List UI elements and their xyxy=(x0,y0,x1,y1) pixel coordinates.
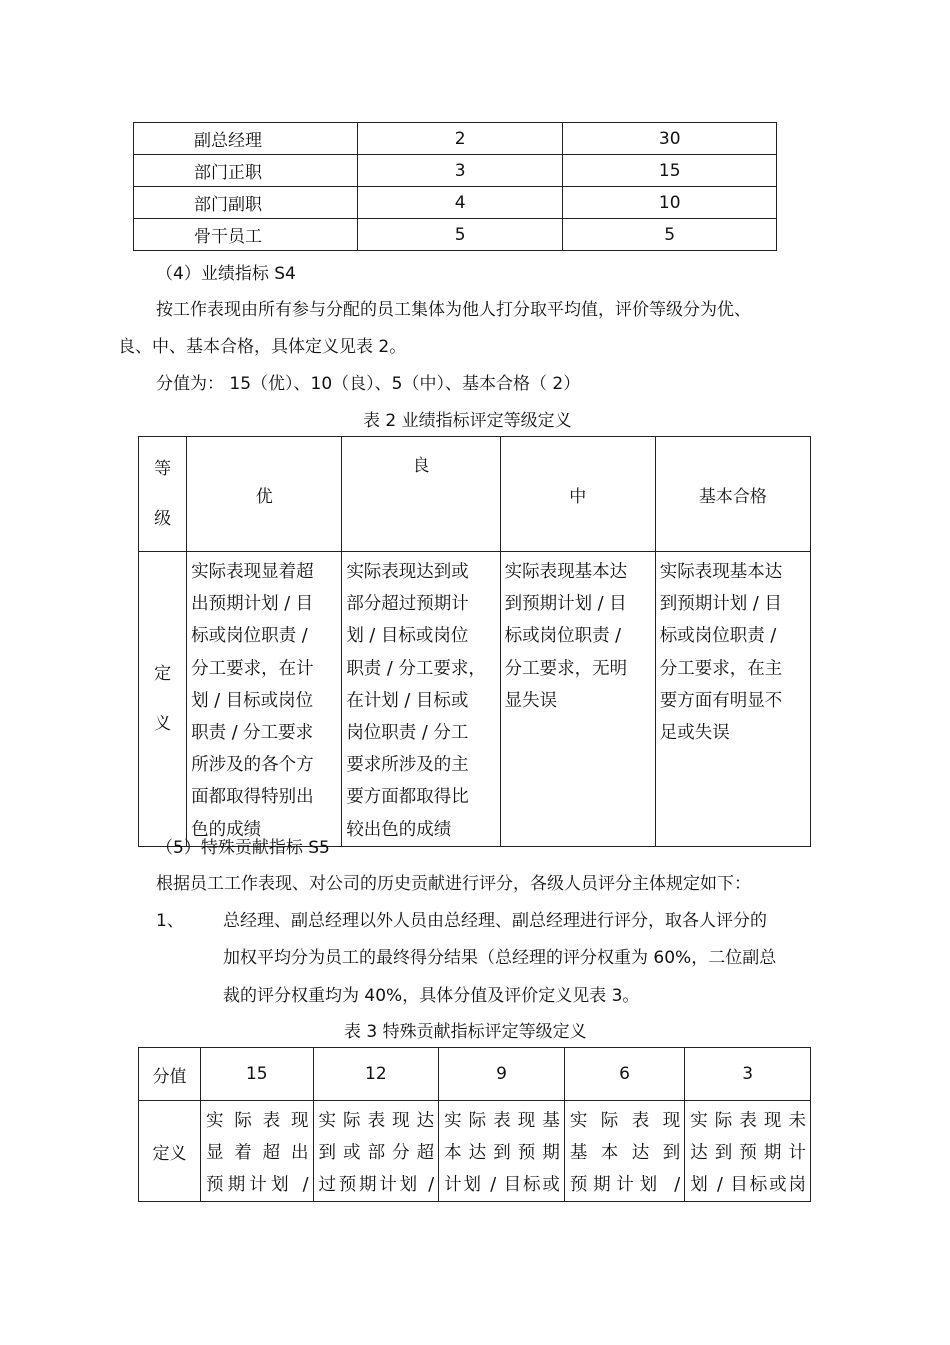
table3-caption: 表 3 特殊贡献指标评定等级定义 xyxy=(344,1022,587,1042)
def-line: 实际表现基 xyxy=(444,1111,560,1131)
def-line: 分工要求，无明 xyxy=(504,658,628,679)
def-line: 标或岗位职责 / xyxy=(191,626,308,647)
def-line: 预期计划 / xyxy=(206,1175,309,1195)
table-row xyxy=(139,1101,811,1202)
def-line: 标或岗位职责 / xyxy=(659,626,777,647)
table-cell: 30 xyxy=(563,123,777,155)
def-line: 要方面有明显不 xyxy=(659,690,783,711)
def-line: 实际表现未 xyxy=(690,1111,806,1131)
def-line: 到预期计划 / 目 xyxy=(659,594,782,615)
def-line: 岗位职责 / 分工 xyxy=(346,723,469,744)
table-header-row xyxy=(139,437,811,552)
definition-good xyxy=(342,552,500,847)
def-line: 要方面都取得比 xyxy=(346,787,469,808)
score-header: 9 xyxy=(439,1048,565,1101)
def-line: 实际表现基本达 xyxy=(504,562,628,582)
def-line: 达到预期计 xyxy=(690,1143,806,1163)
def-line: 足或失误 xyxy=(659,723,730,744)
def-line: 分工要求，在主 xyxy=(659,658,783,679)
def-line: 计划 / 目标或 xyxy=(444,1175,560,1195)
table-row xyxy=(134,187,777,219)
def-line: 实际表现达到或 xyxy=(346,562,469,582)
def-line: 到或部分超 xyxy=(318,1143,435,1163)
section5-item-line2: 加权平均分为员工的最终得分结果（总经理的评分权重为 60%，二位副总 xyxy=(223,948,777,968)
definition-average xyxy=(500,552,655,847)
level-header xyxy=(342,437,500,552)
table-row xyxy=(134,155,777,187)
definition-excellent xyxy=(187,552,342,847)
def-line: 到预期计划 / 目 xyxy=(504,594,627,615)
section5-heading: （5）特殊贡献指标 S5 xyxy=(156,838,330,858)
def-line: 实际表现基本达 xyxy=(659,562,783,582)
definition-3 xyxy=(685,1101,811,1202)
table-cell: 2 xyxy=(357,123,563,155)
label-char: 定 xyxy=(154,663,172,684)
def-line: 部分超过预期计 xyxy=(346,594,469,615)
def-line: 面都取得特别出 xyxy=(191,787,314,808)
def-line: 显失误 xyxy=(504,690,558,711)
def-line: 实际表现达 xyxy=(318,1111,435,1131)
definition-12 xyxy=(313,1101,439,1202)
definition-label-cell: 定义 xyxy=(139,1101,201,1202)
score-label-cell: 分值 xyxy=(139,1048,201,1101)
table-cell: 15 xyxy=(563,155,777,187)
def-line: 实际表现 xyxy=(569,1111,681,1131)
def-line: 标或岗位职责 / xyxy=(504,626,622,647)
level-header: 中 xyxy=(500,437,655,552)
level-header: 基本合格 xyxy=(655,437,810,552)
section4-paragraph-line1: 按工作表现由所有参与分配的员工集体为他人打分取平均值，评价等级分为优、 xyxy=(156,300,751,320)
def-line: 本达到预期 xyxy=(444,1143,560,1163)
grade-label-cell xyxy=(139,437,187,552)
performance-grade-table xyxy=(138,436,811,847)
def-line: 要求所涉及的主 xyxy=(346,755,469,776)
table-cell: 骨干员工 xyxy=(134,219,358,251)
def-line: 色的成绩 xyxy=(191,819,262,840)
table-cell: 5 xyxy=(563,219,777,251)
label-char: 等 xyxy=(154,459,172,479)
table-row xyxy=(134,219,777,251)
score-header: 3 xyxy=(685,1048,811,1101)
section5-intro: 根据员工工作表现、对公司的历史贡献进行评分，各级人员评分主体规定如下： xyxy=(156,874,751,894)
section5-item-line1: 总经理、副总经理以外人员由总经理、副总经理进行评分，取各人评分的 xyxy=(223,911,767,931)
table-row xyxy=(139,552,811,847)
table2-caption: 表 2 业绩指标评定等级定义 xyxy=(363,411,572,431)
level-header-text: 良 xyxy=(412,456,430,476)
def-line: 职责 / 分工要求， xyxy=(346,658,486,679)
def-line: 过预期计划 / xyxy=(318,1175,435,1195)
table-header-row xyxy=(139,1048,811,1101)
score-header: 6 xyxy=(564,1048,684,1101)
table-cell: 部门副职 xyxy=(134,187,358,219)
def-line: 较出色的成绩 xyxy=(346,819,452,840)
section4-paragraph-line2: 良、中、基本合格，具体定义见表 2。 xyxy=(118,337,407,357)
section4-heading: （4）业绩指标 S4 xyxy=(156,264,296,284)
def-line: 划 / 目标或岗位 xyxy=(346,626,469,647)
section5-item-number: 1、 xyxy=(156,911,184,931)
def-line: 显着超出 xyxy=(206,1143,309,1163)
table-cell: 4 xyxy=(357,187,563,219)
label-char: 级 xyxy=(154,509,172,529)
definition-label-cell xyxy=(139,552,187,847)
def-line: 出预期计划 / 目 xyxy=(191,594,314,615)
def-line: 实际表现 xyxy=(206,1111,309,1131)
def-line: 基本达到 xyxy=(569,1143,681,1163)
table-cell: 10 xyxy=(563,187,777,219)
grade-weight-table xyxy=(133,122,777,251)
def-line: 分工要求，在计 xyxy=(191,658,314,679)
def-line: 预期计划 / xyxy=(569,1175,681,1195)
def-line: 职责 / 分工要求 xyxy=(191,723,314,744)
label-char: 义 xyxy=(154,713,172,734)
section5-item-line3: 裁的评分权重均为 40%，具体分值及评价定义见表 3。 xyxy=(223,986,640,1006)
section4-scores: 分值为： 15（优）、10（良）、5（中）、基本合格（ 2） xyxy=(156,374,581,394)
table-row xyxy=(134,123,777,155)
table-cell: 副总经理 xyxy=(134,123,358,155)
def-line: 在计划 / 目标或 xyxy=(346,690,469,711)
score-header: 12 xyxy=(313,1048,439,1101)
definition-9 xyxy=(439,1101,565,1202)
table-cell: 3 xyxy=(357,155,563,187)
def-line: 划 / 目标或岗位 xyxy=(191,690,314,711)
special-contribution-table xyxy=(138,1047,811,1202)
level-header: 优 xyxy=(187,437,342,552)
def-line: 划 / 目标或岗 xyxy=(690,1175,806,1195)
definition-15 xyxy=(201,1101,314,1202)
score-header: 15 xyxy=(201,1048,314,1101)
table-cell: 5 xyxy=(357,219,563,251)
table-cell: 部门正职 xyxy=(134,155,358,187)
definition-6 xyxy=(564,1101,684,1202)
definition-basic-pass xyxy=(655,552,810,847)
def-line: 实际表现显着超 xyxy=(191,562,314,582)
def-line: 所涉及的各个方 xyxy=(191,755,314,776)
